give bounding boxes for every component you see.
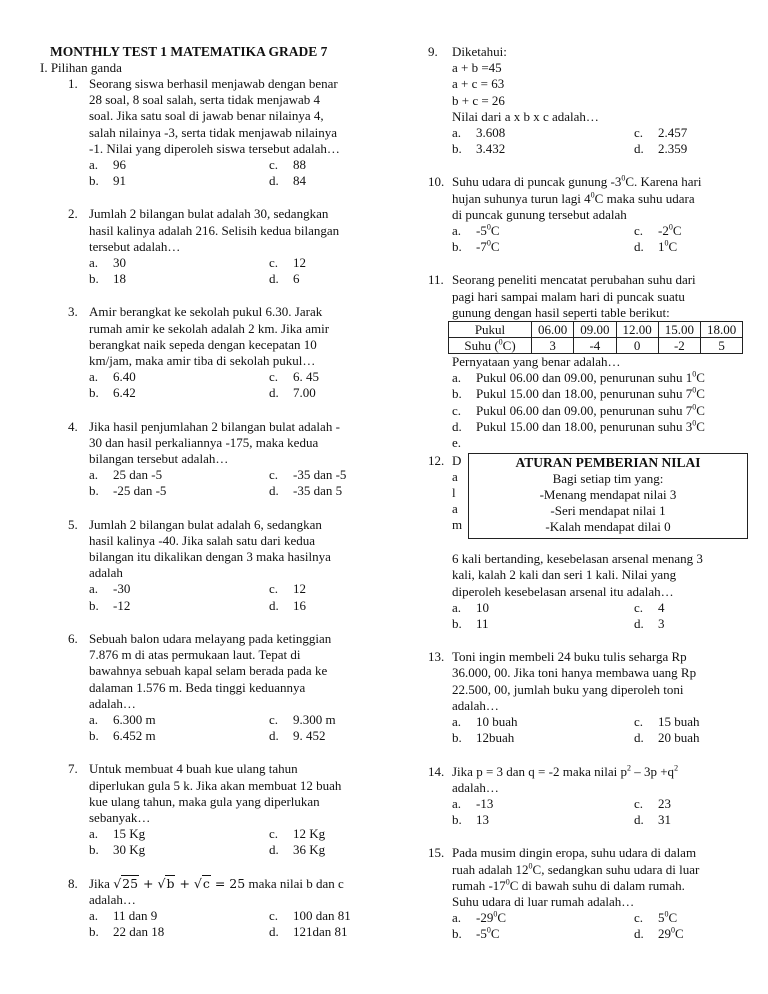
option-b[interactable]: b. 6.452 m: [89, 728, 156, 744]
section-heading: I. Pilihan ganda: [40, 60, 122, 75]
option-a[interactable]: a. 96: [89, 157, 126, 173]
option-e[interactable]: e.: [452, 435, 462, 451]
question-3: [40, 304, 380, 401]
question-line: dalaman 1.576 m. Beda tinggi keduannya: [89, 679, 306, 695]
option-a[interactable]: a. 25 dan -5: [89, 467, 163, 483]
option-c[interactable]: c. 88: [269, 157, 306, 173]
question-1: [40, 76, 380, 189]
option-b[interactable]: b. -12: [89, 597, 131, 613]
option-c[interactable]: c. 23: [634, 795, 671, 811]
option-d[interactable]: d. 2.359: [634, 141, 688, 157]
question-13: 13. Toni ingin membeli 24 buku tulis seharga Rp 36.000, 00. Jika toni hanya membawa uang Rp 22.500, 00, jumlah buku yang diperoleh toni adalah… a. 10 buah c. 15 buah b. 12buah d. 20 buah: [428, 649, 748, 746]
question-line: Amir berangkat ke sekolah pukul 6.30. Jarak: [89, 304, 323, 320]
question-number: 15.: [428, 845, 445, 861]
question-line: diperlukan gula 5 k. Jika akan membuat 12 buah: [89, 777, 342, 793]
option-a[interactable]: a. 15 Kg: [89, 826, 146, 842]
question-line: -1. Nilai yang diperoleh siswa tersebut adalah…: [89, 140, 340, 156]
option-c[interactable]: c. Pukul 06.00 dan 09.00, penurunan suhu $7^0C$: [452, 402, 705, 418]
question-5: [40, 517, 380, 614]
answer-options: [89, 157, 380, 189]
option-b[interactable]: b. 3.432: [452, 141, 506, 157]
question-line: Seorang siswa berhasil menjawab dengan benar: [89, 76, 338, 91]
option-c[interactable]: c. $5^0C$: [634, 909, 678, 926]
question-line: Untuk membuat 4 buah kue ulang tahun: [89, 761, 298, 777]
answer-options: [452, 125, 748, 157]
answer-options: [452, 600, 748, 632]
option-d[interactable]: d. 9. 452: [269, 728, 326, 744]
question-line: hasil kalinya -40. Jika salah satu dari kedua: [89, 532, 315, 548]
question-9: 9. Diketahui: a + b =45 a + c = 63 b + c = 26 Nilai dari a x b x c adalah… a. 3.608 c. 2.457 b. 3.432 d. 2.359: [428, 44, 748, 157]
option-c[interactable]: c. 12: [269, 581, 306, 597]
question-line: tersebut adalah…: [89, 238, 181, 254]
question-line: hasil kalinya adalah 216. Selisih kedua bilangan: [89, 222, 340, 238]
option-c[interactable]: c. 100 dan 81: [269, 907, 351, 923]
option-d[interactable]: d. 20 buah: [634, 730, 700, 746]
answer-options: [452, 223, 748, 255]
option-b[interactable]: b. $-7^0C$: [452, 238, 500, 255]
option-d[interactable]: d. $29^0C$: [634, 926, 684, 942]
right-column: [428, 44, 748, 960]
table-row: Pukul 06.00 09.00 12.00 15.00 18.00: [449, 322, 743, 338]
question-line: Jumlah 2 bilangan bulat adalah 6, sedangkan: [89, 516, 322, 532]
option-b[interactable]: b. 18: [89, 271, 126, 287]
question-line: rumah amir ke sekolah adalah 2 km. Jika amir: [89, 320, 330, 336]
question-12: 12. D a l a m ATURAN PEMBERIAN NILAI Bagi setiap tim yang: -Menang mendapat nilai 3 -Seri mendapat nilai 1 -Kalah mendapat dilai 0 6 kali bertanding, kesebelasan arsenal menang 3 kali, kalah 2 kali dan seri 1 kali. Nilai yang diperoleh kesebelasan arsenal itu adalah… a. 10 c. 4 b. 11 d. 3: [428, 453, 748, 632]
option-d[interactable]: d. $1^0C$: [634, 238, 678, 255]
rules-box: ATURAN PEMBERIAN NILAI Bagi setiap tim yang: -Menang mendapat nilai 3 -Seri mendapat nilai 1 -Kalah mendapat dilai 0: [468, 453, 748, 539]
question-line: Sebuah balon udara melayang pada ketinggian: [89, 630, 332, 646]
option-a[interactable]: a. 10 buah: [452, 714, 518, 730]
page-title: MONTHLY TEST 1 MATEMATIKA GRADE 7: [50, 44, 328, 59]
question-number: 13.: [428, 649, 445, 665]
rules-title: ATURAN PEMBERIAN NILAI: [515, 455, 701, 471]
option-a[interactable]: a. 6.40: [89, 369, 136, 385]
answer-options: [89, 712, 380, 744]
option-a[interactable]: a. $-29^0C$: [452, 909, 507, 926]
option-b[interactable]: b. 13: [452, 812, 489, 828]
question-number: 7.: [68, 761, 78, 777]
option-d[interactable]: d. 121dan 81: [269, 924, 348, 940]
option-b[interactable]: b. -25 dan -5: [89, 483, 167, 499]
option-b[interactable]: b. Pukul 15.00 dan 18.00, penurunan suhu $7^0C$: [452, 386, 705, 402]
option-c[interactable]: c. -35 dan -5: [269, 467, 347, 483]
question-number: 8.: [68, 875, 78, 891]
option-c[interactable]: c. 15 buah: [634, 714, 700, 730]
question-line: adalah…: [89, 695, 136, 711]
overlapped-text: D a l a m: [452, 453, 463, 533]
option-b[interactable]: b. $-5^0C$: [452, 926, 500, 942]
option-a[interactable]: a. 11 dan 9: [89, 907, 158, 923]
answer-options: [89, 826, 380, 858]
option-d[interactable]: d. Pukul 15.00 dan 18.00, penurunan suhu $3^0C$: [452, 418, 705, 434]
question-line: kue ulang tahun, maka gula yang diperlukan: [89, 793, 320, 809]
question-line: adalah: [89, 565, 123, 581]
question-2: [40, 206, 380, 287]
question-number: 5.: [68, 516, 78, 532]
question-number: 4.: [68, 418, 78, 434]
option-a[interactable]: a. 3.608: [452, 125, 506, 141]
option-c[interactable]: c. 9.300 m: [269, 711, 336, 727]
option-a[interactable]: a. Pukul 06.00 dan 09.00, penurunan suhu $1^0C$: [452, 369, 705, 386]
rules-box-wrap: [448, 453, 748, 539]
temperature-table: [448, 321, 743, 354]
option-d[interactable]: d. 3: [634, 616, 665, 632]
question-line: soal. Jika satu soal di jawab benar nilainya 4,: [89, 108, 324, 124]
table-row: Suhu ($^0$C) 3 -4 0 -2 5: [449, 338, 743, 354]
question-line: bilangan itu dikalikan dengan 3 maka hasilnya: [89, 549, 331, 565]
option-c[interactable]: c. 12: [269, 255, 306, 271]
left-question-list: [40, 76, 380, 859]
question-8: [40, 876, 380, 941]
answer-options: [452, 714, 748, 746]
question-line: km/jam, maka amir tiba di sekolah pukul…: [89, 353, 316, 369]
question-line: Jumlah 2 bilangan bulat adalah 30, sedangkan: [89, 206, 329, 222]
option-d[interactable]: d. 31: [634, 812, 671, 828]
option-d[interactable]: d. -35 dan 5: [269, 483, 343, 499]
answer-options: [89, 467, 380, 499]
option-c[interactable]: c. 12 Kg: [269, 826, 326, 842]
option-a[interactable]: a. 30: [89, 255, 126, 271]
option-a[interactable]: a. $-5^0C$: [452, 222, 500, 239]
question-number: 3.: [68, 304, 78, 320]
question-number: 11.: [428, 272, 444, 288]
question-number: 9.: [428, 44, 438, 59]
question-line: 7.876 m di atas permukaan laut. Tepat di: [89, 647, 301, 663]
option-a[interactable]: a. 6.300 m: [89, 711, 156, 727]
question-number: 14.: [428, 763, 445, 779]
question-line: Jika √25 + √b + √c = 25 maka nilai b dan c: [89, 875, 344, 891]
option-d[interactable]: d. 6: [269, 271, 300, 287]
question-10: 10. Suhu udara di puncak gunung $-3^0C$. Karena hari hujan suhunya turun lagi $4^0C$ maka suhu udara di puncak gunung tersebut adalah a. $-5^0C$ c. $-2^0C$ b. $-7^0C$ d. $1^0C$: [428, 174, 748, 255]
question-line: adalah…: [89, 891, 136, 907]
option-d[interactable]: d. 36 Kg: [269, 842, 326, 858]
option-d[interactable]: d. 16: [269, 597, 306, 613]
option-c[interactable]: c. 2.457: [634, 125, 688, 141]
option-a[interactable]: a. 10: [452, 599, 489, 615]
question-number: 6.: [68, 630, 78, 646]
math-expression: √25 + √b + √c = 25: [113, 875, 246, 891]
question-line: sebanyak…: [89, 809, 151, 825]
question-line: 30 dan hasil perkaliannya -175, maka kedua: [89, 434, 319, 450]
option-d[interactable]: d. 84: [269, 173, 306, 189]
answer-options: [89, 255, 380, 287]
question-6: [40, 631, 380, 744]
option-b[interactable]: b. 11: [452, 616, 489, 632]
option-a[interactable]: a. -13: [452, 795, 494, 811]
question-number: 10.: [428, 174, 445, 190]
question-line: berangkat naik sepeda dengan kecepatan 10: [89, 336, 317, 352]
question-line: bilangan tersebut adalah…: [89, 451, 229, 467]
question-4: [40, 419, 380, 500]
question-line: Jika hasil penjumlahan 2 bilangan bulat adalah -: [89, 418, 340, 434]
option-b[interactable]: b. 6.42: [89, 385, 136, 401]
question-line: salah nilainya -3, serta tidak menjawab nilainya: [89, 124, 337, 140]
question-number: 2.: [68, 206, 78, 222]
option-c[interactable]: c. 6. 45: [269, 369, 319, 385]
option-b[interactable]: b. 22 dan 18: [89, 924, 165, 940]
question-line: 28 soal, 8 soal salah, serta tidak menjawab 4: [89, 92, 321, 108]
answer-options: [89, 908, 380, 940]
question-line: bawahnya sebuah kapal selam berada pada ke: [89, 663, 328, 679]
option-c[interactable]: c. $-2^0C$: [634, 222, 682, 239]
option-a[interactable]: a. -30: [89, 581, 131, 597]
question-11: 11. Seorang peneliti mencatat perubahan suhu dari pagi hari sampai malam hari di puncak suatu gunung dengan hasil seperti table berikut: Pukul 06.00 09.00 12.00 15.00 18.00 Suhu ($^0$C) 3 -4 0 -2 5 Pernyataan yang benar adalah… a. Pukul 06.00 dan 09.00, penurunan suhu $1^0C$ b. Pukul 15.00 dan 18.00, penurunan suhu $7^0C$ c. Pukul 06.00 dan 09.00, penurunan suhu $7^0C$ d. Pukul 15.00 dan 18.00, penurunan suhu $3^0C$ e.: [428, 272, 748, 451]
answer-options: [89, 581, 380, 613]
option-b[interactable]: b. 91: [89, 173, 126, 189]
question-7: [40, 761, 380, 858]
question-15: 15. Pada musim dingin eropa, suhu udara di dalam ruah adalah $12^0C$, sedangkan suhu udara di luar rumah $-17^0C$ di bawah suhu di dalam rumah. Suhu udara di luar rumah adalah… a. $-29^0C$ c. $5^0C$ b. $-5^0C$ d. $29^0C$: [428, 845, 748, 942]
question-number: 1.: [68, 76, 78, 91]
option-c[interactable]: c. 4: [634, 599, 665, 615]
option-b[interactable]: b. 12buah: [452, 730, 515, 746]
question-14: 14. Jika p = 3 dan q = -2 maka nilai $p^2 - 3p +q^2$ adalah… a. -13 c. 23 b. 13 d. 31: [428, 764, 748, 829]
answer-options: [452, 910, 748, 942]
option-d[interactable]: d. 7.00: [269, 385, 316, 401]
option-b[interactable]: b. 30 Kg: [89, 842, 146, 858]
question-number: 12.: [428, 453, 445, 469]
answer-options: [89, 369, 380, 401]
left-column: [40, 44, 380, 957]
answer-options: [452, 796, 748, 828]
